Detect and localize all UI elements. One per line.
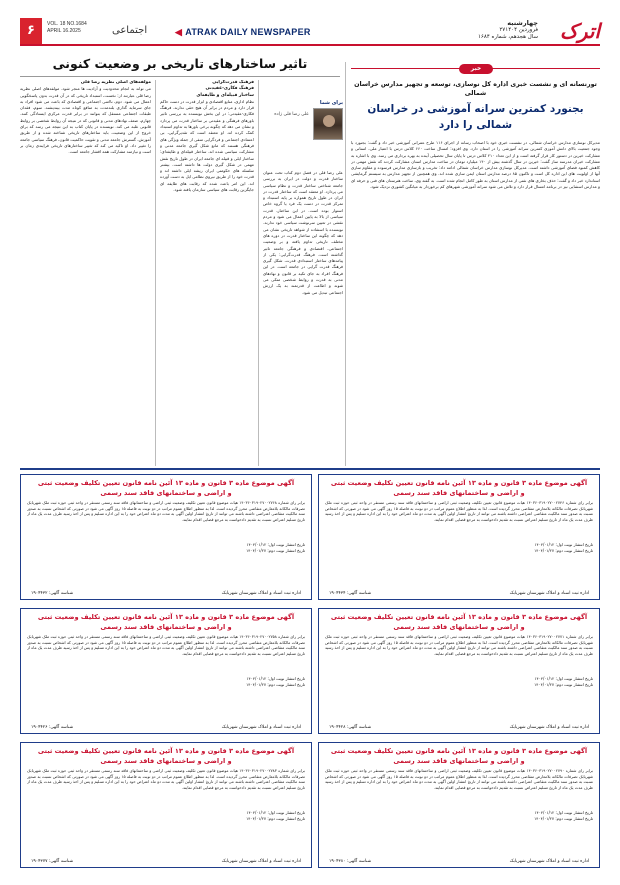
ad-date-second: تاریخ انتشار نوبت دوم: ۱۴۰۴/۰۱/۲۷ <box>246 816 305 821</box>
ad-dates <box>246 542 305 554</box>
news-tag-band <box>351 64 600 74</box>
headline-rule <box>20 76 340 77</box>
ad-dates <box>534 542 593 554</box>
ad-org: اداره ثبت اسناد و املاک شهرستان شهربابک <box>221 725 301 730</box>
ad-footer <box>31 591 301 596</box>
section-label: اجتماعی <box>112 25 148 36</box>
newspaper-logo: اترک <box>559 19 600 43</box>
ad-subtitle: و اراضی و ساختمانهای فاقد سند رسمی <box>100 489 232 497</box>
ad-org: اداره ثبت اسناد و املاک شهرستان شهربابک <box>221 591 301 596</box>
ad-subtitle: و اراضی و ساختمانهای فاقد سند رسمی <box>393 489 525 497</box>
feature-column-middle-text: نظام اداری، منابع اقتصادی و ابزار قدرت در دست حاکم قرار دارد و مردم در برابر آن هیچ حقی ندارند. فرهنگ فکاری-عقیدتی: در این بخش نویسنده به بررسی تاثیر باورهای فرهنگی و عقیدتی بر ساختار قدرت می پردازد و نشان می دهد که چگونه برخی باورها به تداوم استبداد کمک کرده اند. او معتقد است که تقدیرگرایی، بی اعتمادی اجتماعی و فردگرایی منفی از جمله ویژگی های فرهنگی هستند که مانع شکل گیری جامعه مدنی و مشارکت سیاسی شده اند. ساختار قبیله‌ای و طایفه‌ای: ساختار ایلی و قبیله ای جامعه ایران در طول تاریخ نقش مهمی در شکل گیری دولت ها داشته است. بیشتر سلسله های حکومتی ایران ریشه ایلی داشته اند و قدرت خود را از طریق نیروی نظامی ایل به دست آورده اند. این امر باعث شده که رقابت های طایفه ای جایگزین رقابت های سیاسی سازمان یافته شود. <box>160 98 254 193</box>
legal-ad <box>318 608 600 734</box>
legal-ad <box>318 474 600 600</box>
feature-column-right <box>263 170 343 463</box>
feature-headline: تاثیر ساختارهای تاریخی بر وضعیت کنونی <box>52 56 308 71</box>
ad-date-second: تاریخ انتشار نوبت دوم: ۱۴۰۴/۰۱/۲۷ <box>534 816 593 821</box>
triangle-icon: ◀ <box>175 27 183 37</box>
ad-id: شناسه آگهی: ۱۹۰۴۳۸۰ <box>329 859 372 864</box>
author-name: علی رضا قلی زاده <box>274 112 309 117</box>
weekday: چهارشنبه <box>507 19 538 27</box>
feature-column-middle <box>160 80 254 463</box>
ad-dates <box>534 676 593 688</box>
volume-date: APRIL 16.2025 <box>47 28 81 34</box>
legal-ad <box>20 742 312 868</box>
ad-id: شناسه آگهی: ۱۹۰۴۳۷۷ <box>31 859 74 864</box>
ads-divider <box>20 468 600 470</box>
ad-title: آگهی موضوع ماده ۳ قانون و ماده ۱۳ آئین نامه قانون تعیین تکلیف وضعیت ثبتی <box>37 613 295 621</box>
english-title <box>175 27 311 38</box>
issue-number: سال هجدهم، شماره ۱۶۸۴ <box>477 34 538 40</box>
legal-ad <box>20 608 312 734</box>
masthead <box>20 18 600 46</box>
feature-subhead: فرهنگ قدرت‌گرایی <box>212 80 254 85</box>
ad-date-second: تاریخ انتشار نوبت دوم: ۱۴۰۴/۰۱/۲۷ <box>246 682 305 687</box>
feature-column-left-text: می تواند به انجام محدودیت و آزادیت ها منجر شود. مولفه‌های اصلی نظریه رضا قلی عبارتند از: نخست، استبداد تاریخی که در آن قدرت بدون پاسخگویی اعمال می شود. دوم، ناامنی اجتماعی و اقتصادی که باعث می شود افراد به جای سرمایه گذاری بلندمدت به منافع کوتاه مدت بیندیشند. سوم، فقدان طبقات اجتماعی مستقل که بتوانند در برابر قدرت مرکزی ایستادگی کنند. چهارم، ضعف نهادهای مدنی و قانونی که در نتیجه آن روابط شخصی بر روابط قانونی غلبه می کند. نویسنده در پایان کتاب به این نتیجه می رسد که برای خروج از این وضعیت، باید ساختارهای تاریخی شناخته شده و از طریق آموزش، گسترش جامعه مدنی و تقویت حاکمیت قانون، فرهنگ سیاسی جامعه را تغییر داد. او تاکید می کند که تغییر ساختارهای تاریخی فرایندی زمان بر است و نیازمند مشارکت همه اقشار جامعه است. <box>20 86 151 155</box>
dateline <box>478 20 538 41</box>
ad-title: آگهی موضوع ماده ۳ قانون و ماده ۱۳ آئین نامه قانون تعیین تکلیف وضعیت ثبتی <box>330 747 588 755</box>
ad-dates <box>246 810 305 822</box>
author-box <box>263 100 343 165</box>
ad-body: برابر رای شماره ۱۴۰۳۶۰۳۱۹۰۲۷۰۰۲۷۵۸ هیات موضوع قانون تعیین تکلیف وضعیت ثبتی اراضی و ساختمانهای فاقد سند رسمی مستقر در واحد ثبتی حوزه ثبت ملک شهربابک تصرفات مالکانه بلامعارض متقاضی محرز گردیده است. لذا به منظور اطلاع عموم مراتب در دو نوبت به فاصله ۱۵ روز آگهی می شود در صورتی که اشخاص نسبت به صدور سند مالکیت متقاضی اعتراضی داشته باشند می توانند از تاریخ انتشار اولین آگهی به مدت دو ماه اعتراض خود را به این اداره تسلیم و پس از اخذ رسید ظرف مدت یک ماه از تاریخ تسلیم اعتراض نسبت به تقدیم دادخواست به مرجع قضایی اقدام نمایند. <box>27 634 305 656</box>
ad-body: برابر رای شماره ۱۴۰۳۶۰۳۱۹۰۲۷۰۰۲۷۶۸ هیات موضوع قانون تعیین تکلیف وضعیت ثبتی اراضی و ساختمانهای فاقد سند رسمی مستقر در واحد ثبتی حوزه ثبت ملک شهربابک تصرفات مالکانه بلامعارض متقاضی محرز گردیده است. لذا به منظور اطلاع عموم مراتب در دو نوبت به فاصله ۱۵ روز آگهی می شود در صورتی که اشخاص نسبت به صدور سند مالکیت متقاضی اعتراضی داشته باشند می توانند از تاریخ انتشار اولین آگهی به مدت دو ماه اعتراض خود را به این اداره تسلیم و پس از اخذ رسید ظرف مدت یک ماه از تاریخ تسلیم اعتراض نسبت به تقدیم دادخواست به مرجع قضایی اقدام نمایند. <box>27 500 305 522</box>
ad-dates <box>246 676 305 688</box>
legal-ad <box>20 474 312 600</box>
ad-body: برابر رای شماره ۱۴۰۳۶۰۳۱۹۰۲۷۰۰۲۷۹۰ هیات موضوع قانون تعیین تکلیف وضعیت ثبتی اراضی و ساختمانهای فاقد سند رسمی مستقر در واحد ثبتی حوزه ثبت ملک شهربابک تصرفات مالکانه بلامعارض متقاضی محرز گردیده است. لذا به منظور اطلاع عموم مراتب در دو نوبت به فاصله ۱۵ روز آگهی می شود در صورتی که اشخاص نسبت به صدور سند مالکیت متقاضی اعتراضی داشته باشند می توانند از تاریخ انتشار اولین آگهی به مدت دو ماه اعتراض خود را به این اداره تسلیم و پس از اخذ رسید ظرف مدت یک ماه از تاریخ تسلیم اعتراض نسبت به تقدیم دادخواست به مرجع قضایی اقدام نمایند. <box>325 768 593 790</box>
ad-date-second: تاریخ انتشار نوبت دوم: ۱۴۰۴/۰۱/۲۷ <box>246 548 305 553</box>
ad-title: آگهی موضوع ماده ۳ قانون و ماده ۱۳ آئین نامه قانون تعیین تکلیف وضعیت ثبتی <box>330 613 588 621</box>
volume-number: VOL. 18 NO.1684 <box>47 21 87 27</box>
ad-subtitle: و اراضی و ساختمانهای فاقد سند رسمی <box>100 757 232 765</box>
ad-id: شناسه آگهی: ۱۹۰۴۴۳۴ <box>329 591 372 596</box>
ad-title: آگهی موضوع ماده ۳ قانون و ماده ۱۳ آئین نامه قانون تعیین تکلیف وضعیت ثبتی <box>37 747 295 755</box>
ad-footer <box>329 859 589 864</box>
column-divider <box>155 80 156 466</box>
ad-date-second: تاریخ انتشار نوبت دوم: ۱۴۰۴/۰۱/۲۷ <box>534 682 593 687</box>
legal-ad <box>318 742 600 868</box>
ad-subtitle: و اراضی و ساختمانهای فاقد سند رسمی <box>393 757 525 765</box>
column-divider <box>345 62 346 466</box>
ad-dates <box>534 810 593 822</box>
masthead-rule <box>20 44 600 46</box>
feature-subhead: فرهنگ فکاری-عقیدتی <box>205 86 254 92</box>
ad-body: برابر رای شماره ۱۴۰۳۶۰۳۱۹۰۲۷۰۰۲۷۸۳ هیات موضوع قانون تعیین تکلیف وضعیت ثبتی اراضی و ساختمانهای فاقد سند رسمی مستقر در واحد ثبتی حوزه ثبت ملک شهربابک تصرفات مالکانه بلامعارض متقاضی محرز گردیده است. لذا به منظور اطلاع عموم مراتب در دو نوبت به فاصله ۱۵ روز آگهی می شود در صورتی که اشخاص نسبت به صدور سند مالکیت متقاضی اعتراضی داشته باشند می توانند از تاریخ انتشار اولین آگهی به مدت دو ماه اعتراض خود را به این اداره تسلیم و پس از اخذ رسید ظرف مدت یک ماه از تاریخ تسلیم اعتراض نسبت به تقدیم دادخواست به مرجع قضایی اقدام نمایند. <box>27 768 305 790</box>
ad-footer <box>329 725 589 730</box>
ad-subtitle: و اراضی و ساختمانهای فاقد سند رسمی <box>100 623 232 631</box>
feature-column-left <box>20 80 151 463</box>
ad-org: اداره ثبت اسناد و املاک شهرستان شهربابک <box>509 725 589 730</box>
ad-org: اداره ثبت اسناد و املاک شهرستان شهربابک <box>221 859 301 864</box>
ad-date-first: تاریخ انتشار نوبت اول: ۱۴۰۴/۰۱/۱۲ <box>246 542 305 547</box>
ad-date-second: تاریخ انتشار نوبت دوم: ۱۴۰۴/۰۱/۲۷ <box>534 548 593 553</box>
ad-date-first: تاریخ انتشار نوبت اول: ۱۴۰۴/۰۱/۱۲ <box>246 810 305 815</box>
ad-date-first: تاریخ انتشار نوبت اول: ۱۴۰۴/۰۱/۱۲ <box>534 810 593 815</box>
ad-date-first: تاریخ انتشار نوبت اول: ۱۴۰۴/۰۱/۱۲ <box>534 542 593 547</box>
ad-id: شناسه آگهی: ۱۹۰۴۴۲۶ <box>31 725 74 730</box>
ad-org: اداره ثبت اسناد و املاک شهرستان شهربابک <box>509 591 589 596</box>
ad-body: برابر رای شماره ۱۴۰۳۶۰۳۱۹۰۲۷۰۰۲۷۷۱ هیات موضوع قانون تعیین تکلیف وضعیت ثبتی اراضی و ساختمانهای فاقد سند رسمی مستقر در واحد ثبتی حوزه ثبت ملک شهربابک تصرفات مالکانه بلامعارض متقاضی محرز گردیده است. لذا به منظور اطلاع عموم مراتب در دو نوبت به فاصله ۱۵ روز آگهی می شود در صورتی که اشخاص نسبت به صدور سند مالکیت متقاضی اعتراضی داشته باشند می توانند از تاریخ انتشار اولین آگهی به مدت دو ماه اعتراض خود را به این اداره تسلیم و پس از اخذ رسید ظرف مدت یک ماه از تاریخ تسلیم اعتراض نسبت به تقدیم دادخواست به مرجع قضایی اقدام نمایند. <box>325 634 593 656</box>
news-tag: خبر <box>459 64 493 74</box>
news-kicker: تورنسانه ای و نشست خبری اداره کل نوسازی، توسعه و تجهیز مدارس خراسان شمالی <box>354 81 597 97</box>
ad-subtitle: و اراضی و ساختمانهای فاقد سند رسمی <box>393 623 525 631</box>
feature-column-right-text: علی رضا قلی در فصل دوم کتاب تحت عنوان ساختار قدرت و دولت در ایران به بررسی جامعه شناختی ساختار قدرت و نظام سیاسی می پردازد. او معتقد است که ساختار قدرت در ایران در طول تاریخ همواره بر پایه استبداد و تمرکز قدرت در دست یک فرد یا گروه خاص استوار بوده است. در این ساختار، قدرت سیاسی از بالا به پایین اعمال می شود و مردم نقشی در تعیین سرنوشت سیاسی خود ندارند. نویسنده با استفاده از شواهد تاریخی نشان می دهد که چگونه این ساختار قدرت در دوره های مختلف تاریخی تداوم یافته و بر وضعیت اجتماعی، اقتصادی و فرهنگی جامعه تاثیر گذاشته است. فرهنگ قدرت‌گرایی: یکی از پیامدهای ساختار استبدادی قدرت، شکل گیری فرهنگ قدرت گرایی در جامعه است. در این فرهنگ افراد به جای تکیه بر قانون و نهادهای مدنی به قدرت و روابط شخصی متکی می شوند و اطاعت از قدرتمند به یک ارزش اجتماعی تبدیل می شود. <box>263 170 343 295</box>
ad-body: برابر رای شماره ۱۴۰۳۶۰۳۱۹۰۲۷۰۰۲۷۴۶ هیات موضوع قانون تعیین تکلیف وضعیت ثبتی اراضی و ساختمانهای فاقد سند رسمی مستقر در واحد ثبتی حوزه ثبت ملک شهربانک تصرفات مالکانه بلامعارض متقاضی محرز گردیده است. لذا به منظور اطلاع عموم مراتب در دو نوبت به فاصله ۱۵ روز آگهی می شود در صورتی که اشخاص نسبت به صدور سند مالکیت متقاضی اعتراضی داشته باشند می توانند از تاریخ انتشار اولین آگهی به مدت دو ماه اعتراض خود را به این اداره تسلیم و پس از اخذ رسید ظرف مدت یک ماه از تاریخ تسلیم اعتراض نسبت به تقدیم دادخواست به مرجع قضایی اقدام نمایند. <box>325 500 593 522</box>
feature-subhead: ساختار قبیله‌ای و طایفه‌ای <box>196 92 254 98</box>
news-headline: بجنورد کمترین سرانه آموزشی در خراسان شمالی را دارد <box>367 103 584 131</box>
ad-id: شناسه آگهی: ۱۹۰۴۴۲۸ <box>329 725 372 730</box>
english-title-text: ATRAK DAILY NEWSPAPER <box>185 27 311 37</box>
ad-id: شناسه آگهی: ۱۹۰۴۴۳۲ <box>31 591 74 596</box>
date: ۲۷فروردین ۱۴۰۴ <box>499 27 538 33</box>
volume-info <box>47 21 87 35</box>
ad-org: اداره ثبت اسناد و املاک شهرستان شهربابک <box>509 859 589 864</box>
author-label: برای شما <box>319 100 343 106</box>
ad-date-first: تاریخ انتشار نوبت اول: ۱۴۰۴/۰۱/۱۲ <box>246 676 305 681</box>
ad-footer <box>31 725 301 730</box>
ad-title: آگهی موضوع ماده ۳ قانون و ماده ۱۳ آئین نامه قانون تعیین تکلیف وضعیت ثبتی <box>37 479 295 487</box>
ad-footer <box>31 859 301 864</box>
ad-date-first: تاریخ انتشار نوبت اول: ۱۴۰۴/۰۱/۱۲ <box>534 676 593 681</box>
author-photo <box>313 108 343 140</box>
page-number: ۶ <box>20 18 42 44</box>
feature-subhead: مولفه‌های اصلی نظریه رضا قلی <box>80 80 151 85</box>
ad-footer <box>329 591 589 596</box>
news-body: مدیرکل نوسازی مدارس خراسان شمالی، در نشست خبری خود با اصحاب رسانه از اجرای ۱۱۶ طرح عمرانی آموزشی خبر داد و گفت: بجنورد با وجود جمعیت بالای دانش آموزی کمترین سرانه آموزشی را در استان دارد. وی افزود: امسال ساخت ۶۶۰ کلاس درس با اعتبار ملی، استانی و مشارکت خیرین در دستور کار قرار گرفته است و از این تعداد ۲۱۰ کلاس درس تا پایان سال تحصیلی آینده به بهره برداری می رسد. وی با اشاره به مشارکت خیران مدرسه ساز گفت: خیرین در سال گذشته بیش از ۱۴۰ میلیارد تومان در ساخت مدارس استان مشارکت کردند که نقش مهمی در کاهش کمبود فضای آموزشی داشته است. مدیرکل نوسازی مدارس خراسان شمالی ادامه داد: تخریب و بازسازی مدارس فرسوده و مقاوم سازی آنها از اولویت های این اداره کل است و تاکنون ۸۵ درصد مدارس استان ایمن سازی شده اند. وی همچنین از تجهیز مدارس به سیستم گرمایشی استاندارد خبر داد و گفت: حذف بخاری های نفتی از مدارس استان به طور کامل انجام شده است. به گفته وی، ساخت هنرستان های فنی و حرفه ای و مدارس استثنایی نیز در برنامه امسال قرار دارد و تلاش می شود سرانه آموزشی شهرهای کم برخوردار به میانگین کشوری نزدیک شود. <box>351 140 600 190</box>
ad-title: آگهی موضوع ماده ۳ قانون و ماده ۱۳ آئین نامه قانون تعیین تکلیف وضعیت ثبتی <box>330 479 588 487</box>
column-divider <box>258 80 259 466</box>
